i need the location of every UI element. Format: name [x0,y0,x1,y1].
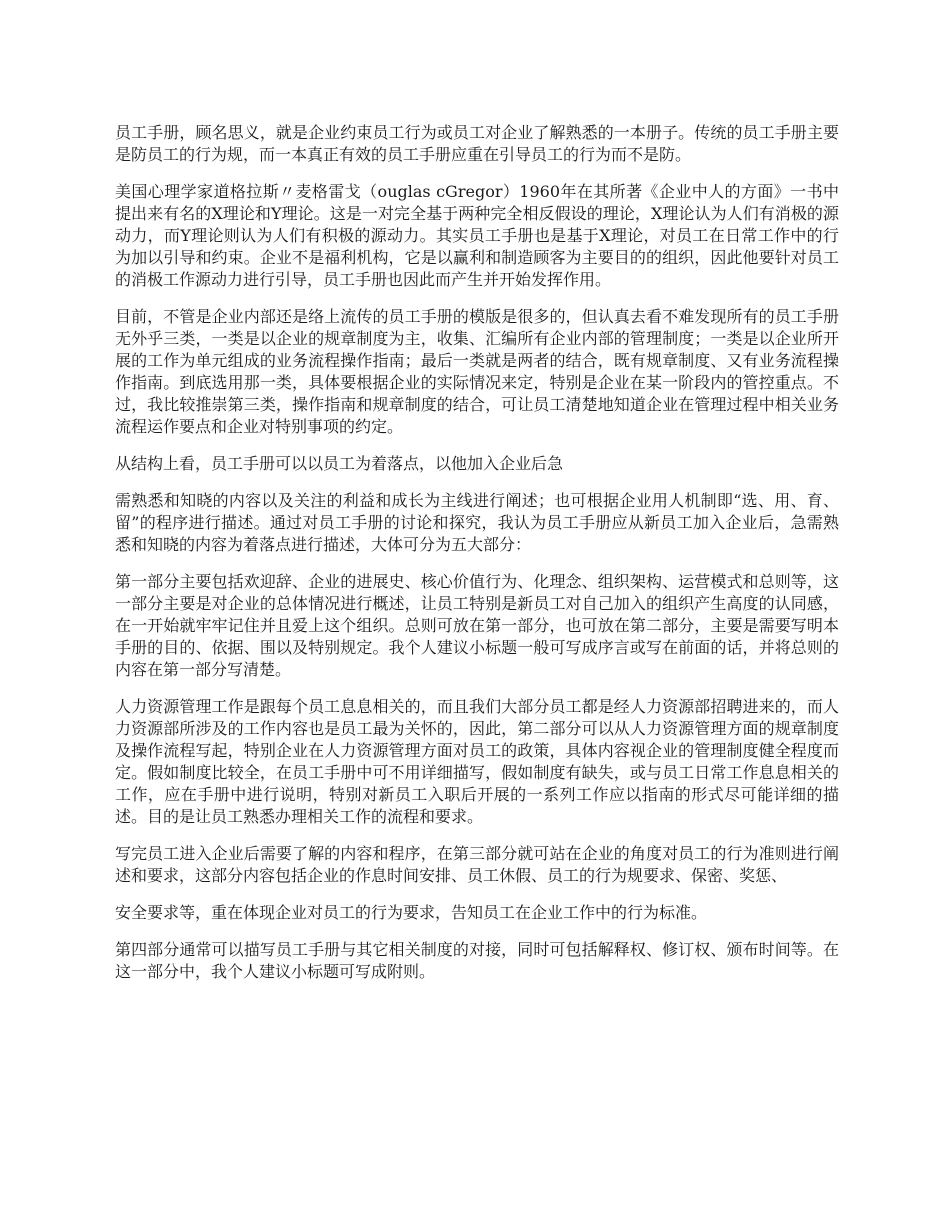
paragraph-9: 安全要求等，重在体现企业对员工的行为要求，告知员工在企业工作中的行为标准。 [115,903,708,922]
paragraph-7: 人力资源管理工作是跟每个员工息息相关的，而且我们大部分员工都是经人力资源部招聘进来的，而人力资源部所涉及的工作内容也是员工最为关怀的，因此，第二部分可以从人力资源管理方面的规章制度及操作流程写起，特别企业在人力资源管理方面对员工的政策，具体内容视企业的管理制度健全程度而定。假如制度比较全，在员工手册中可不用详细描写，假如制度有缺失，或与员工日常工作息息相关的工作，应在手册中进行说明，特别对新员工入职后开展的一系列工作应以指南的形式尽可能详细的描述。目的是让员工熟悉办理相关工作的流程和要求。 [115,697,839,826]
paragraph-6: 第一部分主要包括欢迎辞、企业的进展史、核心价值行为、化理念、组织架构、运营模式和总则等，这一部分主要是对企业的总体情况进行概述，让员工特别是新员工对自己加入的组织产生高度的认同感，在一开始就牢牢记住并且爱上这个组织。总则可放在第一部分，也可放在第二部分，主要是需要写明本手册的目的、依据、围以及特别规定。我个人建议小标题一般可写成序言或写在前面的话，并将总则的内容在第一部分写清楚。 [115,572,839,679]
paragraph-10: 第四部分通常可以描写员工手册与其它相关制度的对接，同时可包括解释权、修订权、颁布时间等。在这一部分中，我个人建议小标题可写成附则。 [115,940,839,981]
paragraph-2: 美国心理学家道格拉斯〃麦格雷戈（ouglas cGregor）1960年在其所著《企业中人的方面》一书中提出来有名的X理论和Y理论。这是一对完全基于两种完全相反假设的理论，X理论认为人们有消极的源动力，而Y理论则认为人们有积极的源动力。其实员工手册也是基于X理论，对员工在日常工作中的行为加以引导和约束。企业不是福利机构，它是以赢利和制造顾客为主要目的的组织，因此他要针对员工的消极工作源动力进行引导，员工手册也因此而产生并开始发挥作用。 [115,182,839,289]
paragraph-1: 员工手册，顾名思义，就是企业约束员工行为或员工对企业了解熟悉的一本册子。传统的员工手册主要是防员工的行为规，而一本真正有效的员工手册应重在引导员工的行为而不是防。 [115,123,839,164]
paragraph-4: 从结构上看，员工手册可以以员工为着落点，以他加入企业后急 [115,454,564,473]
paragraph-5: 需熟悉和知晓的内容以及关注的利益和成长为主线进行阐述；也可根据企业用人机制即“选、用、育、留”的程序进行描述。通过对员工手册的讨论和探究，我认为员工手册应从新员工加入企业后，急需熟悉和知晓的内容为着落点进行描述，大体可分为五大部分： [115,491,839,554]
document-body [115,122,839,998]
paragraph-8: 写完员工进入企业后需要了解的内容和程序，在第三部分就可站在企业的角度对员工的行为准则进行阐述和要求，这部分内容包括企业的作息时间安排、员工休假、员工的行为规要求、保密、奖惩、 [115,844,839,885]
paragraph-3: 目前，不管是企业内部还是络上流传的员工手册的模版是很多的，但认真去看不难发现所有的员工手册无外乎三类，一类是以企业的规章制度为主，收集、汇编所有企业内部的管理制度；一类是以企业所开展的工作为单元组成的业务流程操作指南；最后一类就是两者的结合，既有规章制度、又有业务流程操作指南。到底选用那一类，具体要根据企业的实际情况来定，特别是企业在某一阶段内的管控重点。不过，我比较推崇第三类，操作指南和规章制度的结合，可让员工清楚地知道企业在管理过程中相关业务流程运作要点和企业对特别事项的约定。 [115,307,839,436]
